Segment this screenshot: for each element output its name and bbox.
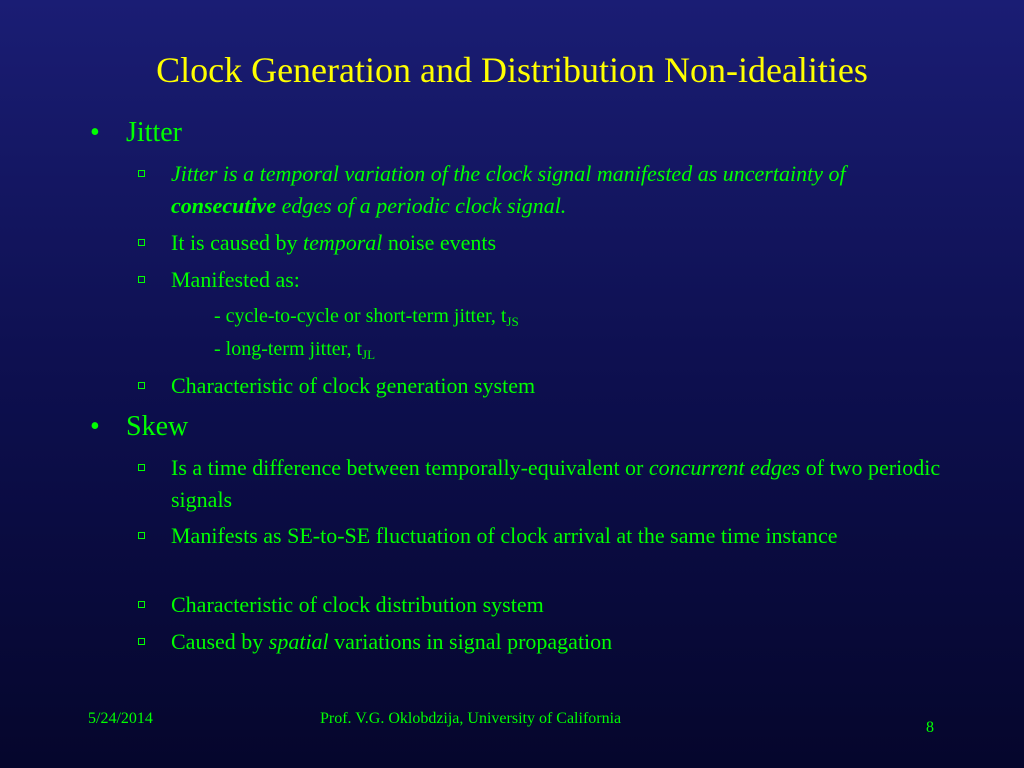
jitter-definition-part1: Jitter is a temporal variation of the clock signal manifested as uncertainty of [171,161,846,186]
manifest-item-long-term [214,335,375,363]
footer-date: 5/24/2014 [88,710,153,727]
bullet-dot: • [90,411,100,442]
jitter-heading: Jitter [126,117,182,148]
skew-manifests: Manifests as SE-to-SE fluctuation of clock arrival at the same time instance [171,523,838,548]
skew-definition-part2: of two periodic signals [171,455,941,512]
slide-title: Clock Generation and Distribution Non-idealities [156,50,868,90]
manifest-item-text: - cycle-to-cycle or short-term jitter, t [214,305,507,327]
square-bullet-icon [138,276,145,283]
square-bullet-icon [138,532,145,539]
skew-cause-part2: variations in signal propagation [328,629,613,654]
jitter-definition-part2: edges of a periodic clock signal. [276,193,567,218]
jitter-definition-bold: consecutive [171,193,277,218]
skew-cause-italic: spatial [268,629,329,654]
square-bullet-icon [138,239,145,246]
skew-cause-part1: Caused by [171,629,269,654]
manifest-item-short-term [214,302,519,330]
square-bullet-icon [138,464,145,471]
jitter-definition [171,158,941,222]
square-bullet-icon [138,170,145,177]
jitter-manifested-label: Manifested as: [171,267,300,292]
footer-author: Prof. V.G. Oklobdzija, University of California [320,710,622,727]
manifest-item-subscript: JL [362,347,376,362]
square-bullet-icon [138,638,145,645]
skew-definition-part1: Is a time difference between temporally-equivalent or [171,455,649,480]
bullet-dot: • [90,117,100,148]
jitter-cause-part2: noise events [382,230,497,255]
skew-definition [171,452,941,516]
square-bullet-icon [138,382,145,389]
jitter-cause-part1: It is caused by [171,230,303,255]
skew-cause [171,626,941,658]
jitter-characteristic: Characteristic of clock generation system [171,373,536,398]
skew-definition-italic: concurrent edges [648,455,801,480]
skew-heading: Skew [126,411,189,442]
manifest-item-subscript: JS [506,314,519,329]
manifest-item-text: - long-term jitter, t [214,338,363,360]
jitter-cause [171,227,941,259]
square-bullet-icon [138,601,145,608]
skew-characteristic: Characteristic of clock distribution system [171,592,544,617]
footer-page-number: 8 [926,719,934,736]
jitter-cause-italic: temporal [302,230,383,255]
